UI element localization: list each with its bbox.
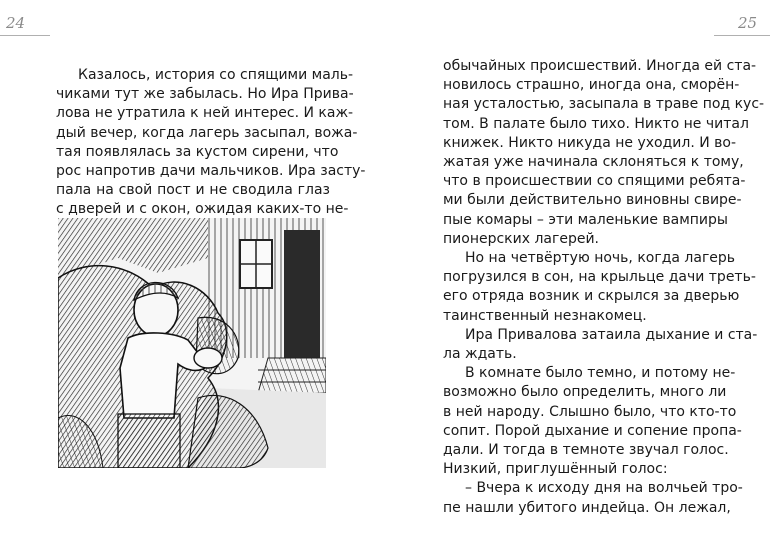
text-line: пые комары – эти маленькие вампиры xyxy=(443,211,728,228)
text-line: – Вчера к исходу дня на волчьей тро- xyxy=(465,480,743,497)
text-line: обычайных происшествий. Иногда ей ста- xyxy=(443,58,757,74)
left-page-number: 24 xyxy=(6,14,26,32)
text-line: пе нашли убитого индейца. Он лежал, xyxy=(443,499,731,516)
illustration-boy-behind-lilac-bush xyxy=(58,218,326,468)
porch-steps xyxy=(258,358,326,393)
left-page-text xyxy=(56,66,366,220)
text-line: его отряда возник и скрылся за дверью xyxy=(443,288,740,305)
text-line: дали. И тогда в темноте звучал голос. xyxy=(443,442,729,459)
right-header-rule xyxy=(714,35,770,36)
right-page-number: 25 xyxy=(738,14,758,32)
text-line: жатая уже начинала склоняться к тому, xyxy=(443,154,744,171)
text-line: лова не утратила к ней интерес. И каж- xyxy=(56,105,354,122)
text-line: погрузился в сон, на крыльце дачи треть- xyxy=(443,269,756,286)
text-line: чиками тут же забылась. Но Ира Прива- xyxy=(56,86,354,103)
text-line: книжек. Никто никуда не уходил. И во- xyxy=(443,134,737,151)
text-line: дый вечер, когда лагерь засыпал, вожа- xyxy=(56,124,358,141)
boy-shorts xyxy=(118,414,180,468)
text-line: ла ждать. xyxy=(443,346,517,363)
text-line: рос напротив дачи мальчиков. Ира засту- xyxy=(56,163,366,180)
text-line: пионерских лагерей. xyxy=(443,230,600,247)
text-line: с дверей и с окон, ожидая каких-то не- xyxy=(56,201,349,218)
text-line: что в происшествии со спящими ребята- xyxy=(443,173,746,190)
text-line: Ира Привалова затаила дыхание и ста- xyxy=(465,326,758,343)
text-line: ми были действительно виновны свире- xyxy=(443,192,742,209)
text-line: том. В палате было тихо. Никто не читал xyxy=(443,115,749,132)
boy-hands xyxy=(194,348,222,368)
text-line: Низкий, приглушённый голос: xyxy=(443,461,668,478)
text-line: ная усталостью, засыпала в траве под кус- xyxy=(443,96,765,113)
text-line: новилось страшно, иногда она, сморён- xyxy=(443,77,740,94)
right-page-text xyxy=(443,57,765,518)
text-line: пала на свой пост и не сводила глаз xyxy=(56,182,330,199)
text-line: В комнате было темно, и потому не- xyxy=(465,365,736,382)
text-line: Казалось, история со спящими маль- xyxy=(78,67,354,83)
text-line: Но на четвёртую ночь, когда лагерь xyxy=(465,250,736,267)
left-header-rule xyxy=(0,35,50,36)
text-line: таинственный незнакомец. xyxy=(443,307,647,324)
text-line: тая появлялась за кустом сирени, что xyxy=(56,143,339,160)
dark-doorway xyxy=(284,230,320,358)
text-line: в ней народу. Слышно было, что кто-то xyxy=(443,403,737,420)
text-line: сопит. Порой дыхание и сопение пропа- xyxy=(443,422,742,439)
text-line: возможно было определить, много ли xyxy=(443,384,727,401)
